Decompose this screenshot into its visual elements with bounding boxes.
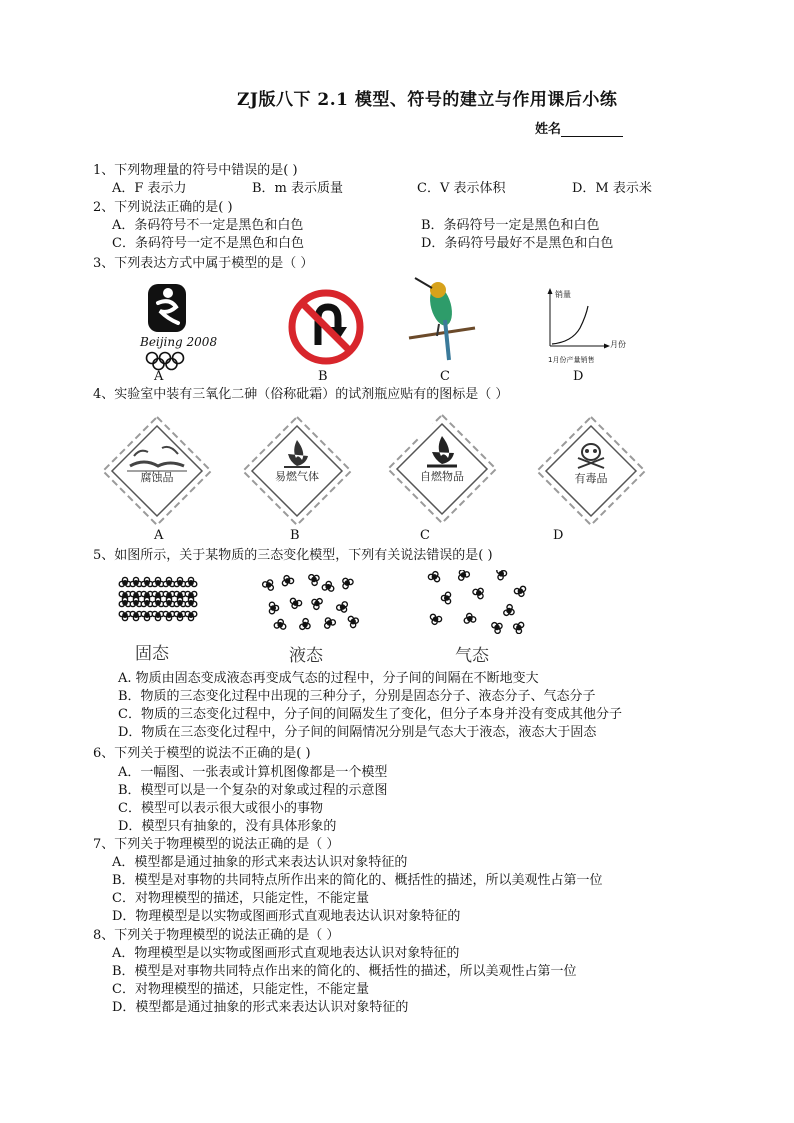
question-6-option-d: D．模型只有抽象的，没有具体形象的	[118, 819, 337, 834]
chart-caption: 1月份产量销售	[548, 356, 595, 364]
molecule	[288, 598, 302, 611]
molecule	[348, 614, 361, 628]
question-7-option-b: B．模型是对事物的共同特点所作出来的简化的、概括性的描述，所以美观性占第一位	[112, 873, 603, 888]
logo-text: Beijing 2008	[140, 335, 218, 349]
toxic-substance-sign	[534, 414, 648, 528]
molecule	[339, 575, 354, 590]
molecule	[322, 615, 337, 629]
molecule	[174, 611, 186, 620]
molecule	[130, 597, 142, 606]
chart-y-label: 销量	[555, 290, 571, 299]
question-6-option-b: B．模型可以是一个复杂的对象或过程的示意图	[118, 783, 388, 798]
question-8-option-c: C．对物理模型的描述，只能定性，不能定量	[112, 982, 369, 997]
gas-state-label: 气态	[455, 646, 489, 666]
molecule	[119, 597, 131, 606]
question-6-option-a: A．一幅图、一张表或计算机图像都是一个模型	[118, 765, 388, 780]
molecule	[322, 580, 335, 591]
question-1-option-d: D．M 表示米	[572, 181, 652, 196]
question-2-option-c: C．条码符号一定不是黑色和白色	[112, 236, 304, 251]
liquid-state-label: 液态	[289, 646, 323, 666]
molecule	[141, 597, 153, 606]
molecule	[472, 585, 487, 600]
molecule	[163, 611, 175, 620]
q3-label-c: C	[440, 369, 450, 384]
olympic-rings-icon	[147, 353, 184, 370]
molecule	[163, 577, 175, 586]
gas-state-molecule-model	[420, 570, 532, 634]
page-title: ZJ版八下 2.1 模型、符号的建立与作用课后小练	[237, 90, 618, 110]
question-6-option-c: C．模型可以表示很大或很小的事物	[118, 801, 323, 816]
question-1-option-a: A．F 表示力	[112, 181, 187, 196]
question-4-stem: 4、实验室中装有三氧化二砷（俗称砒霜）的试剂瓶应贴有的图标是（ ）	[93, 387, 509, 402]
question-3-stem: 3、下列表达方式中属于模型的是（ ）	[93, 256, 314, 271]
molecule	[309, 596, 323, 611]
molecule	[152, 611, 164, 620]
student-name-field	[535, 118, 623, 137]
molecule	[174, 597, 186, 606]
molecule	[280, 574, 294, 586]
q3-label-a: A	[154, 369, 164, 384]
molecule	[185, 611, 197, 620]
question-8-option-a: A．物理模型是以实物或图画形式直观地表达认识对象特征的	[112, 946, 460, 961]
corrosive-hazard-sign	[100, 414, 214, 528]
molecule	[119, 577, 131, 586]
molecule	[274, 618, 287, 629]
molecule	[119, 611, 131, 620]
question-5-option-a: A. 物质由固态变成液态再变成气态的过程中，分子间的间隔在不断地变大	[118, 671, 539, 686]
solid-state-molecule-model	[118, 574, 198, 624]
question-1-option-b: B．m 表示质量	[252, 181, 344, 196]
question-8-option-d: D．模型都是通过抽象的形式来表达认识对象特征的	[112, 1000, 409, 1015]
question-2-option-a: A．条码符号不一定是黑色和白色	[112, 218, 304, 233]
question-8-stem: 8、下列关于物理模型的说法正确的是（ ）	[93, 928, 340, 943]
q4-label-b: B	[290, 528, 300, 543]
molecule	[512, 620, 525, 634]
question-8-option-b: B．模型是对事物共同特点作出来的简化的、概括性的描述，所以美观性占第一位	[112, 964, 577, 979]
q4-label-a: A	[154, 528, 164, 543]
molecule	[185, 597, 197, 606]
q4-label-c: C	[420, 528, 430, 543]
molecule	[428, 614, 442, 627]
molecule	[491, 620, 505, 634]
molecule	[185, 577, 197, 586]
question-5-option-b: B．物质的三态变化过程中出现的三种分子，分别是固态分子、液态分子、气态分子	[118, 689, 596, 704]
question-7-option-c: C．对物理模型的描述，只能定性，不能定量	[112, 891, 369, 906]
q4-label-d: D	[553, 528, 564, 543]
flammable-gas-sign	[240, 414, 354, 528]
molecule	[152, 597, 164, 606]
name-blank-line[interactable]	[561, 123, 623, 137]
question-2-option-d: D．条码符号最好不是黑色和白色	[421, 236, 614, 251]
corrosive-sign-text: 腐蚀品	[140, 471, 174, 484]
question-2-option-b: B．条码符号一定是黑色和白色	[421, 218, 600, 233]
molecule	[163, 597, 175, 606]
molecule	[336, 601, 351, 615]
question-6-stem: 6、下列关于模型的说法不正确的是( )	[93, 746, 311, 761]
molecule	[130, 611, 142, 620]
molecule	[503, 604, 517, 619]
no-u-turn-sign-icon	[288, 289, 364, 365]
question-5-option-d: D．物质在三态变化过程中，分子间的间隔情况分别是气态大于液态，液态大于固态	[118, 725, 597, 740]
spontaneous-combustion-sign-text: 自燃物品	[420, 470, 464, 483]
molecule	[174, 577, 186, 586]
molecule	[152, 577, 164, 586]
molecule	[441, 592, 450, 604]
molecule	[269, 602, 278, 614]
molecule	[463, 612, 476, 623]
question-7-option-d: D．物理模型是以实物或图画形式直观地表达认识对象特征的	[112, 909, 461, 924]
question-2-stem: 2、下列说法正确的是( )	[93, 200, 233, 215]
beijing-2008-logo-figure	[138, 281, 230, 371]
q3-label-b: B	[318, 369, 328, 384]
question-5-option-c: C．物质的三态变化过程中，分子间的间隔发生了变化，但分子本身并没有变成其他分子	[118, 707, 622, 722]
molecule	[299, 618, 313, 633]
molecule	[141, 577, 153, 586]
flammable-gas-sign-text: 易燃气体	[275, 470, 319, 483]
molecule	[308, 574, 322, 586]
q3-label-d: D	[573, 369, 584, 384]
question-5-stem: 5、如图所示，关于某物质的三态变化模型，下列有关说法错误的是( )	[93, 548, 493, 563]
chart-x-label: 月份	[610, 340, 626, 349]
molecule	[496, 570, 507, 580]
question-7-option-a: A．模型都是通过抽象的形式来表达认识对象特征的	[112, 855, 408, 870]
molecule	[141, 611, 153, 620]
molecule	[428, 570, 442, 582]
spontaneous-combustion-sign	[385, 412, 499, 526]
name-label: 姓名	[535, 122, 562, 137]
solid-state-label: 固态	[135, 644, 169, 664]
question-1-option-c: C．V 表示体积	[417, 181, 506, 196]
toxic-sign-text: 有毒品	[574, 472, 608, 485]
question-7-stem: 7、下列关于物理模型的说法正确的是（ ）	[93, 837, 340, 852]
chart-sales-curve	[552, 306, 588, 344]
liquid-state-molecule-model	[258, 574, 368, 636]
molecule	[262, 577, 277, 591]
molecule	[456, 570, 471, 581]
sales-line-chart	[538, 284, 638, 368]
molecule	[514, 586, 528, 599]
molecule	[130, 577, 142, 586]
question-1-stem: 1、下列物理量的符号中错误的是( )	[93, 163, 298, 178]
bird-on-branch-image	[405, 272, 477, 364]
